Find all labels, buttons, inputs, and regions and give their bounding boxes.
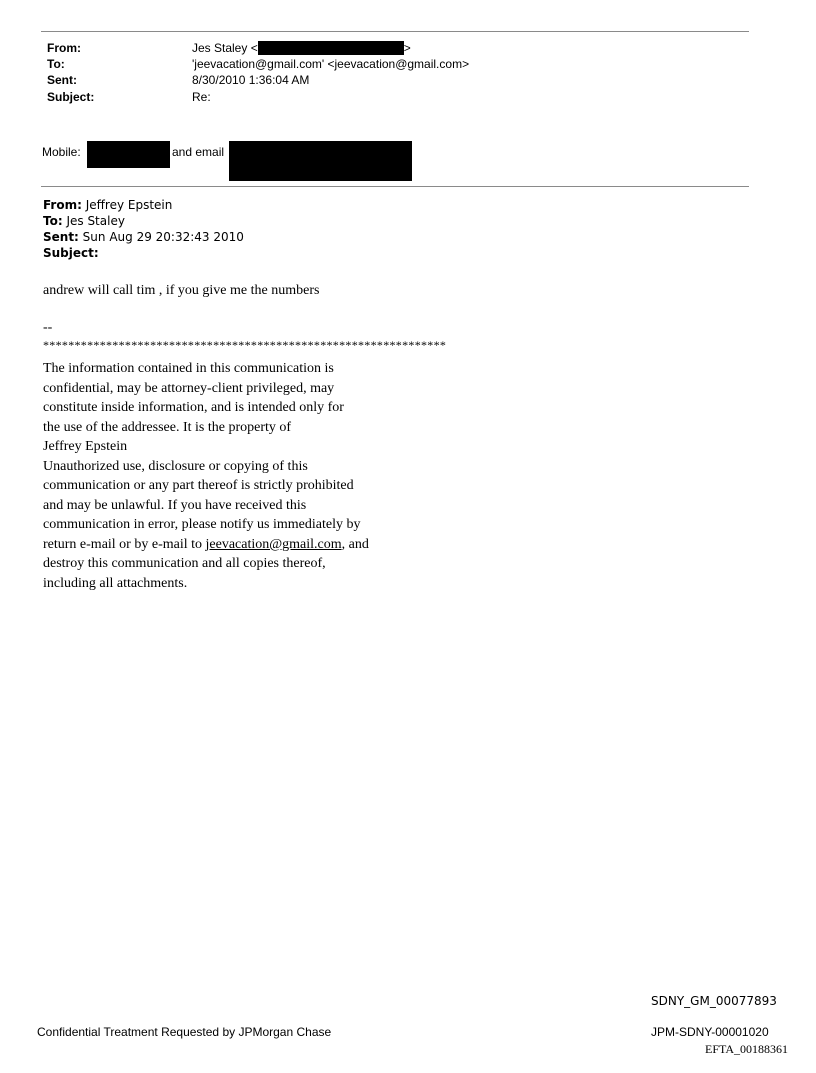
disclaimer-line: Jeffrey Epstein — [43, 439, 128, 454]
inner-to-line — [43, 213, 125, 229]
message-body: andrew will call tim , if you give me the numbers — [43, 283, 320, 298]
disclaimer-line: confidential, may be attorney-client privileged, may — [43, 380, 335, 396]
subject-label: Subject: — [47, 90, 95, 104]
to-label: To: — [47, 57, 65, 71]
sent-value: 8/30/2010 1:36:04 AM — [192, 73, 310, 87]
from-close: > — [403, 41, 411, 55]
sent-label: Sent: — [47, 73, 77, 87]
to-value: 'jeevacation@gmail.com' <jeevacation@gmail.com> — [192, 57, 470, 71]
bates-jpm-number: JPM-SDNY-00001020 — [651, 1025, 769, 1039]
return-prefix: return e-mail or by e-mail to — [43, 536, 206, 552]
disclaimer-return-line — [43, 535, 443, 555]
confidential-notice: Confidential Treatment Requested by JPMorgan Chase — [37, 1025, 332, 1039]
inner-subject-line — [43, 245, 99, 261]
disclaimer-line: the use of the addressee. It is the property of — [43, 419, 292, 435]
quoted-divider — [41, 186, 749, 187]
confidentiality-disclaimer — [43, 359, 443, 593]
disclaimer-line: destroy this communication and all copies thereof, — [43, 556, 326, 571]
disclaimer-line: Unauthorized use, disclosure or copying of this — [43, 458, 308, 474]
inner-subject-label: Subject: — [43, 246, 99, 260]
inner-to-label: To: — [43, 214, 63, 228]
from-value — [192, 40, 411, 56]
disclaimer-line: communication in error, please notify us immediately by — [43, 517, 361, 532]
redacted-email-block — [258, 41, 404, 55]
inner-sent-line — [43, 229, 244, 245]
top-divider — [41, 31, 749, 32]
disclaimer-line: constitute inside information, and is intended only for — [43, 400, 344, 415]
inner-to-value: Jes Staley — [62, 214, 125, 228]
signature-dashes: -- — [43, 320, 53, 335]
disclaimer-line: communication or any part thereof is strictly prohibited — [43, 478, 354, 493]
efta-number: EFTA_00188361 — [705, 1042, 789, 1056]
subject-value: Re: — [192, 90, 211, 104]
inner-sent-label: Sent: — [43, 230, 79, 244]
asterisk-separator: **************************************************************** — [43, 338, 447, 352]
inner-from-label: From: — [43, 198, 82, 212]
mobile-label: Mobile: — [42, 145, 81, 159]
inner-sent-value: Sun Aug 29 20:32:43 2010 — [78, 230, 244, 244]
disclaimer-line: The information contained in this communication is — [43, 361, 334, 376]
return-suffix: , and — [341, 536, 369, 552]
disclaimer-line: including all attachments. — [43, 575, 188, 591]
from-name: Jes Staley < — [192, 41, 258, 55]
bates-gm-number: SDNY_GM_00077893 — [651, 994, 777, 1008]
inner-from-value: Jeffrey Epstein — [81, 198, 173, 212]
inner-from-line — [43, 197, 172, 213]
email-link[interactable]: jeevacation@gmail.com — [205, 536, 342, 552]
disclaimer-line: and may be unlawful. If you have received this — [43, 497, 307, 513]
from-label: From: — [47, 41, 81, 55]
and-email-label: and email — [172, 145, 225, 159]
redacted-email-block-2 — [229, 141, 412, 181]
redacted-mobile-block — [87, 141, 170, 168]
